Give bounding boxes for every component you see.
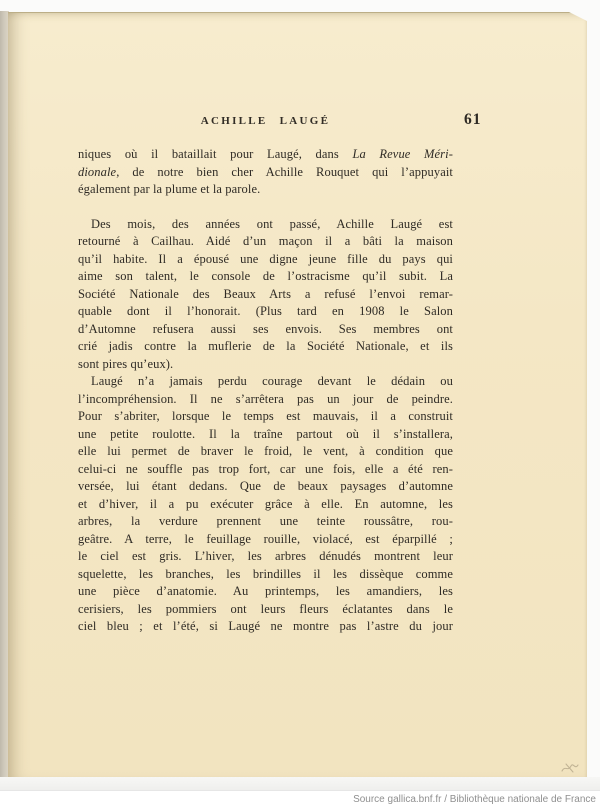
text-line [78,321,453,339]
text-segment: le ciel est gris. L’hiver, les arbres dénudés montrent leur [78,549,453,563]
scan-bottom-gap [0,777,600,790]
text-line [78,356,453,374]
text-segment: Pour s’abriter, lorsque le temps est mauvais, il a construit [78,409,453,423]
paragraph [78,216,453,374]
paragraph [78,373,453,636]
text-segment: aime son talent, le console de l’ostracisme qu’il subit. La [78,269,453,283]
text-line [78,233,453,251]
text-line [78,303,453,321]
text-segment: Des mois, des années ont passé, Achille Laugé est [91,216,453,231]
text-segment: cerisiers, les pommiers ont leurs fleurs éclatantes dans le [78,601,453,616]
text-segment: et d’hiver, il a pu exécuter grâce à elle. En automne, les [78,496,453,511]
text-segment: quable dont il l’honorait. (Plus tard en 1908 le Salon [78,304,453,318]
text-line [78,583,453,601]
text-line [78,373,453,391]
text-segment: l’incompréhension. Il ne s’arrêtera pas un jour de peindre. [78,391,453,406]
running-head-title: ACHILLE LAUGÉ [200,115,331,127]
text-line [78,443,453,461]
text-segment: crié jadis contre la muflerie de la Société Nationale, et ils [78,339,453,353]
text-line [78,461,453,479]
text-segment: ciel bleu ; et l’été, si Laugé ne montre pas l’astre du jour [78,619,453,633]
text-line [78,478,453,496]
text-segment: , de notre bien cher Achille Rouquet qui l’appuyait [116,164,453,179]
pencil-mark-icon [560,761,580,775]
text-segment: Société Nationale des Beaux Arts a refusé l’envoi remar- [78,286,453,301]
text-segment: une pièce d’anatomie. Au printemps, les amandiers, les [78,584,453,598]
text-line [78,146,453,164]
text-segment: également par la plume et la parole. [78,182,261,196]
text-line [78,391,453,409]
text-line [78,601,453,619]
text-segment: elle lui permet de braver le froid, le vent, à condition que [78,444,453,458]
text-segment: Laugé n’a jamais perdu courage devant le dédain ou [91,374,453,388]
credit-text: Source gallica.bnf.fr / Bibliothèque nationale de France [353,794,596,805]
text-segment: versée, lui étant dedans. Que de beaux paysages d’automne [78,479,453,493]
text-segment: squelette, les branches, les brindilles il les dissèque comme [78,566,453,581]
text-segment: celui-ci ne souffle pas trop fort, car une fois, elle a été ren- [78,461,453,476]
book-page [8,12,587,779]
text-line [78,566,453,584]
text-segment: une petite roulotte. Il la traîne partout où il s’installera, [78,426,453,441]
text-line [78,531,453,549]
text-segment: geâtre. A terre, le feuillage rouille, violacé, est éparpillé ; [78,531,453,546]
text-line [78,251,453,269]
text-line [78,164,453,182]
italic-text-segment: La Revue Méri- [352,147,453,161]
text-segment: retourné à Cailhau. Aidé d’un maçon il a bâti la maison [78,234,453,248]
page-corner-cut [569,12,587,21]
text-line [78,618,453,636]
text-line [78,408,453,426]
text-line [78,216,453,234]
text-segment: sont pires qu’eux). [78,356,174,371]
text-line [78,513,453,531]
text-segment: qu’il habite. Il a épousé une digne jeune fille du pays qui [78,251,453,266]
italic-text-segment: dionale [78,164,117,179]
text-line [78,548,453,566]
text-segment: d’Automne refusera aussi ses envois. Ses membres ont [78,321,453,336]
text-line [78,426,453,444]
text-line [78,268,453,286]
text-segment: niques où il bataillait pour Laugé, dans [78,147,353,161]
page-body [78,146,453,636]
text-line [78,496,453,514]
text-line [78,338,453,356]
text-segment: arbres, la verdure prennent une teinte roussâtre, rou- [78,514,453,528]
text-line [78,286,453,304]
paragraph [78,146,453,199]
page-number: 61 [464,111,482,128]
credit-bar [0,790,600,808]
text-line [78,181,453,199]
